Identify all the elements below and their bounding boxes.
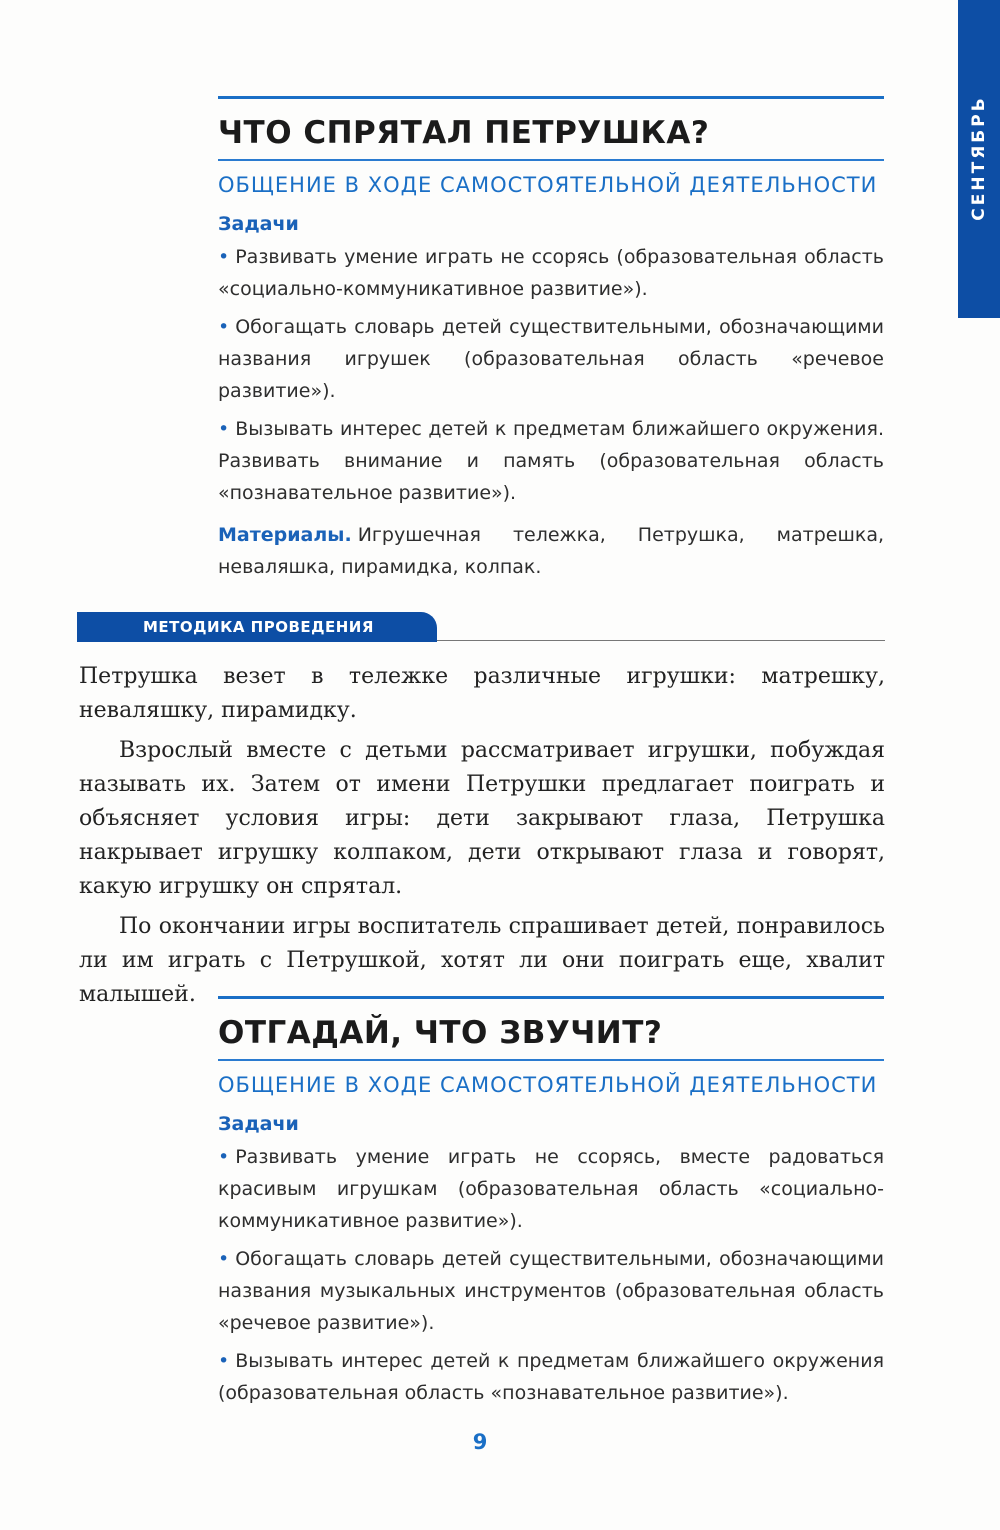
- bullet-icon: •: [218, 1350, 230, 1372]
- section-guess-sound: [218, 996, 884, 1409]
- section-title: ЧТО СПРЯТАЛ ПЕТРУШКА?: [218, 115, 710, 151]
- task-item: • Развивать умение играть не ссорясь, вместе радоваться красивым игрушкам (образовательная область «социально-коммуникативное развитие»).: [218, 1146, 884, 1232]
- bullet-icon: •: [218, 1248, 230, 1270]
- month-tab: [958, 0, 1000, 318]
- task-item: • Вызывать интерес детей к предметам ближайшего окружения (образовательная область «познавательное развитие»).: [218, 1350, 884, 1404]
- bullet-icon: •: [218, 418, 230, 440]
- materials: [218, 519, 884, 583]
- month-label: СЕНТЯБРЬ: [969, 95, 989, 221]
- method-body: [79, 660, 885, 1018]
- method-label: МЕТОДИКА ПРОВЕДЕНИЯ: [143, 618, 374, 636]
- bullet-icon: •: [218, 246, 230, 268]
- section-petrushka: [218, 96, 884, 583]
- bullet-icon: •: [218, 316, 230, 338]
- title-bottom-rule: [218, 1059, 884, 1061]
- section-subtitle: ОБЩЕНИЕ В ХОДЕ САМОСТОЯТЕЛЬНОЙ ДЕЯТЕЛЬНОСТИ: [218, 173, 878, 197]
- method-divider: [437, 640, 885, 641]
- tasks-label: Задачи: [218, 213, 299, 235]
- materials-text: Игрушечная тележка, Петрушка, матрешка, неваляшка, пирамидка, колпак.: [218, 524, 884, 578]
- method-paragraph: По окончании игры воспитатель спрашивает детей, понравилось ли им играть с Петрушкой, хотят ли они поиграть еще, хвалит малышей.: [79, 914, 885, 1007]
- task-item: • Обогащать словарь детей существительными, обозначающими названия игрушек (образовательная область «речевое развитие»).: [218, 316, 884, 402]
- bullet-icon: •: [218, 1146, 230, 1168]
- method-header: [77, 612, 885, 642]
- task-item: • Развивать умение играть не ссорясь (образовательная область «социально-коммуникативное развитие»).: [218, 246, 884, 300]
- page-number: 9: [472, 1430, 488, 1454]
- materials-label: Материалы.: [218, 524, 352, 546]
- method-paragraph: Петрушка везет в тележке различные игрушки: матрешку, неваляшку, пирамидку.: [79, 664, 885, 723]
- section-title: ОТГАДАЙ, ЧТО ЗВУЧИТ?: [218, 1015, 663, 1051]
- title-bottom-rule: [218, 159, 884, 161]
- tasks-label: Задачи: [218, 1113, 299, 1135]
- section-subtitle: ОБЩЕНИЕ В ХОДЕ САМОСТОЯТЕЛЬНОЙ ДЕЯТЕЛЬНОСТИ: [218, 1073, 878, 1097]
- method-paragraph: Взрослый вместе с детьми рассматривает игрушки, побуждая называть их. Затем от имени Петрушки предлагает поиграть и объясняет условия игры: дети закрывают глаза, Петрушка накрывает игрушку колпаком, дети открывают глаза и говорят, какую игрушку он спрятал.: [79, 738, 885, 899]
- task-item: • Вызывать интерес детей к предметам ближайшего окружения. Развивать внимание и память (образовательная область «познавательное развитие»).: [218, 418, 884, 504]
- task-item: • Обогащать словарь детей существительными, обозначающими названия музыкальных инструментов (образовательная область «речевое развитие»).: [218, 1248, 884, 1334]
- method-pill: [77, 612, 437, 642]
